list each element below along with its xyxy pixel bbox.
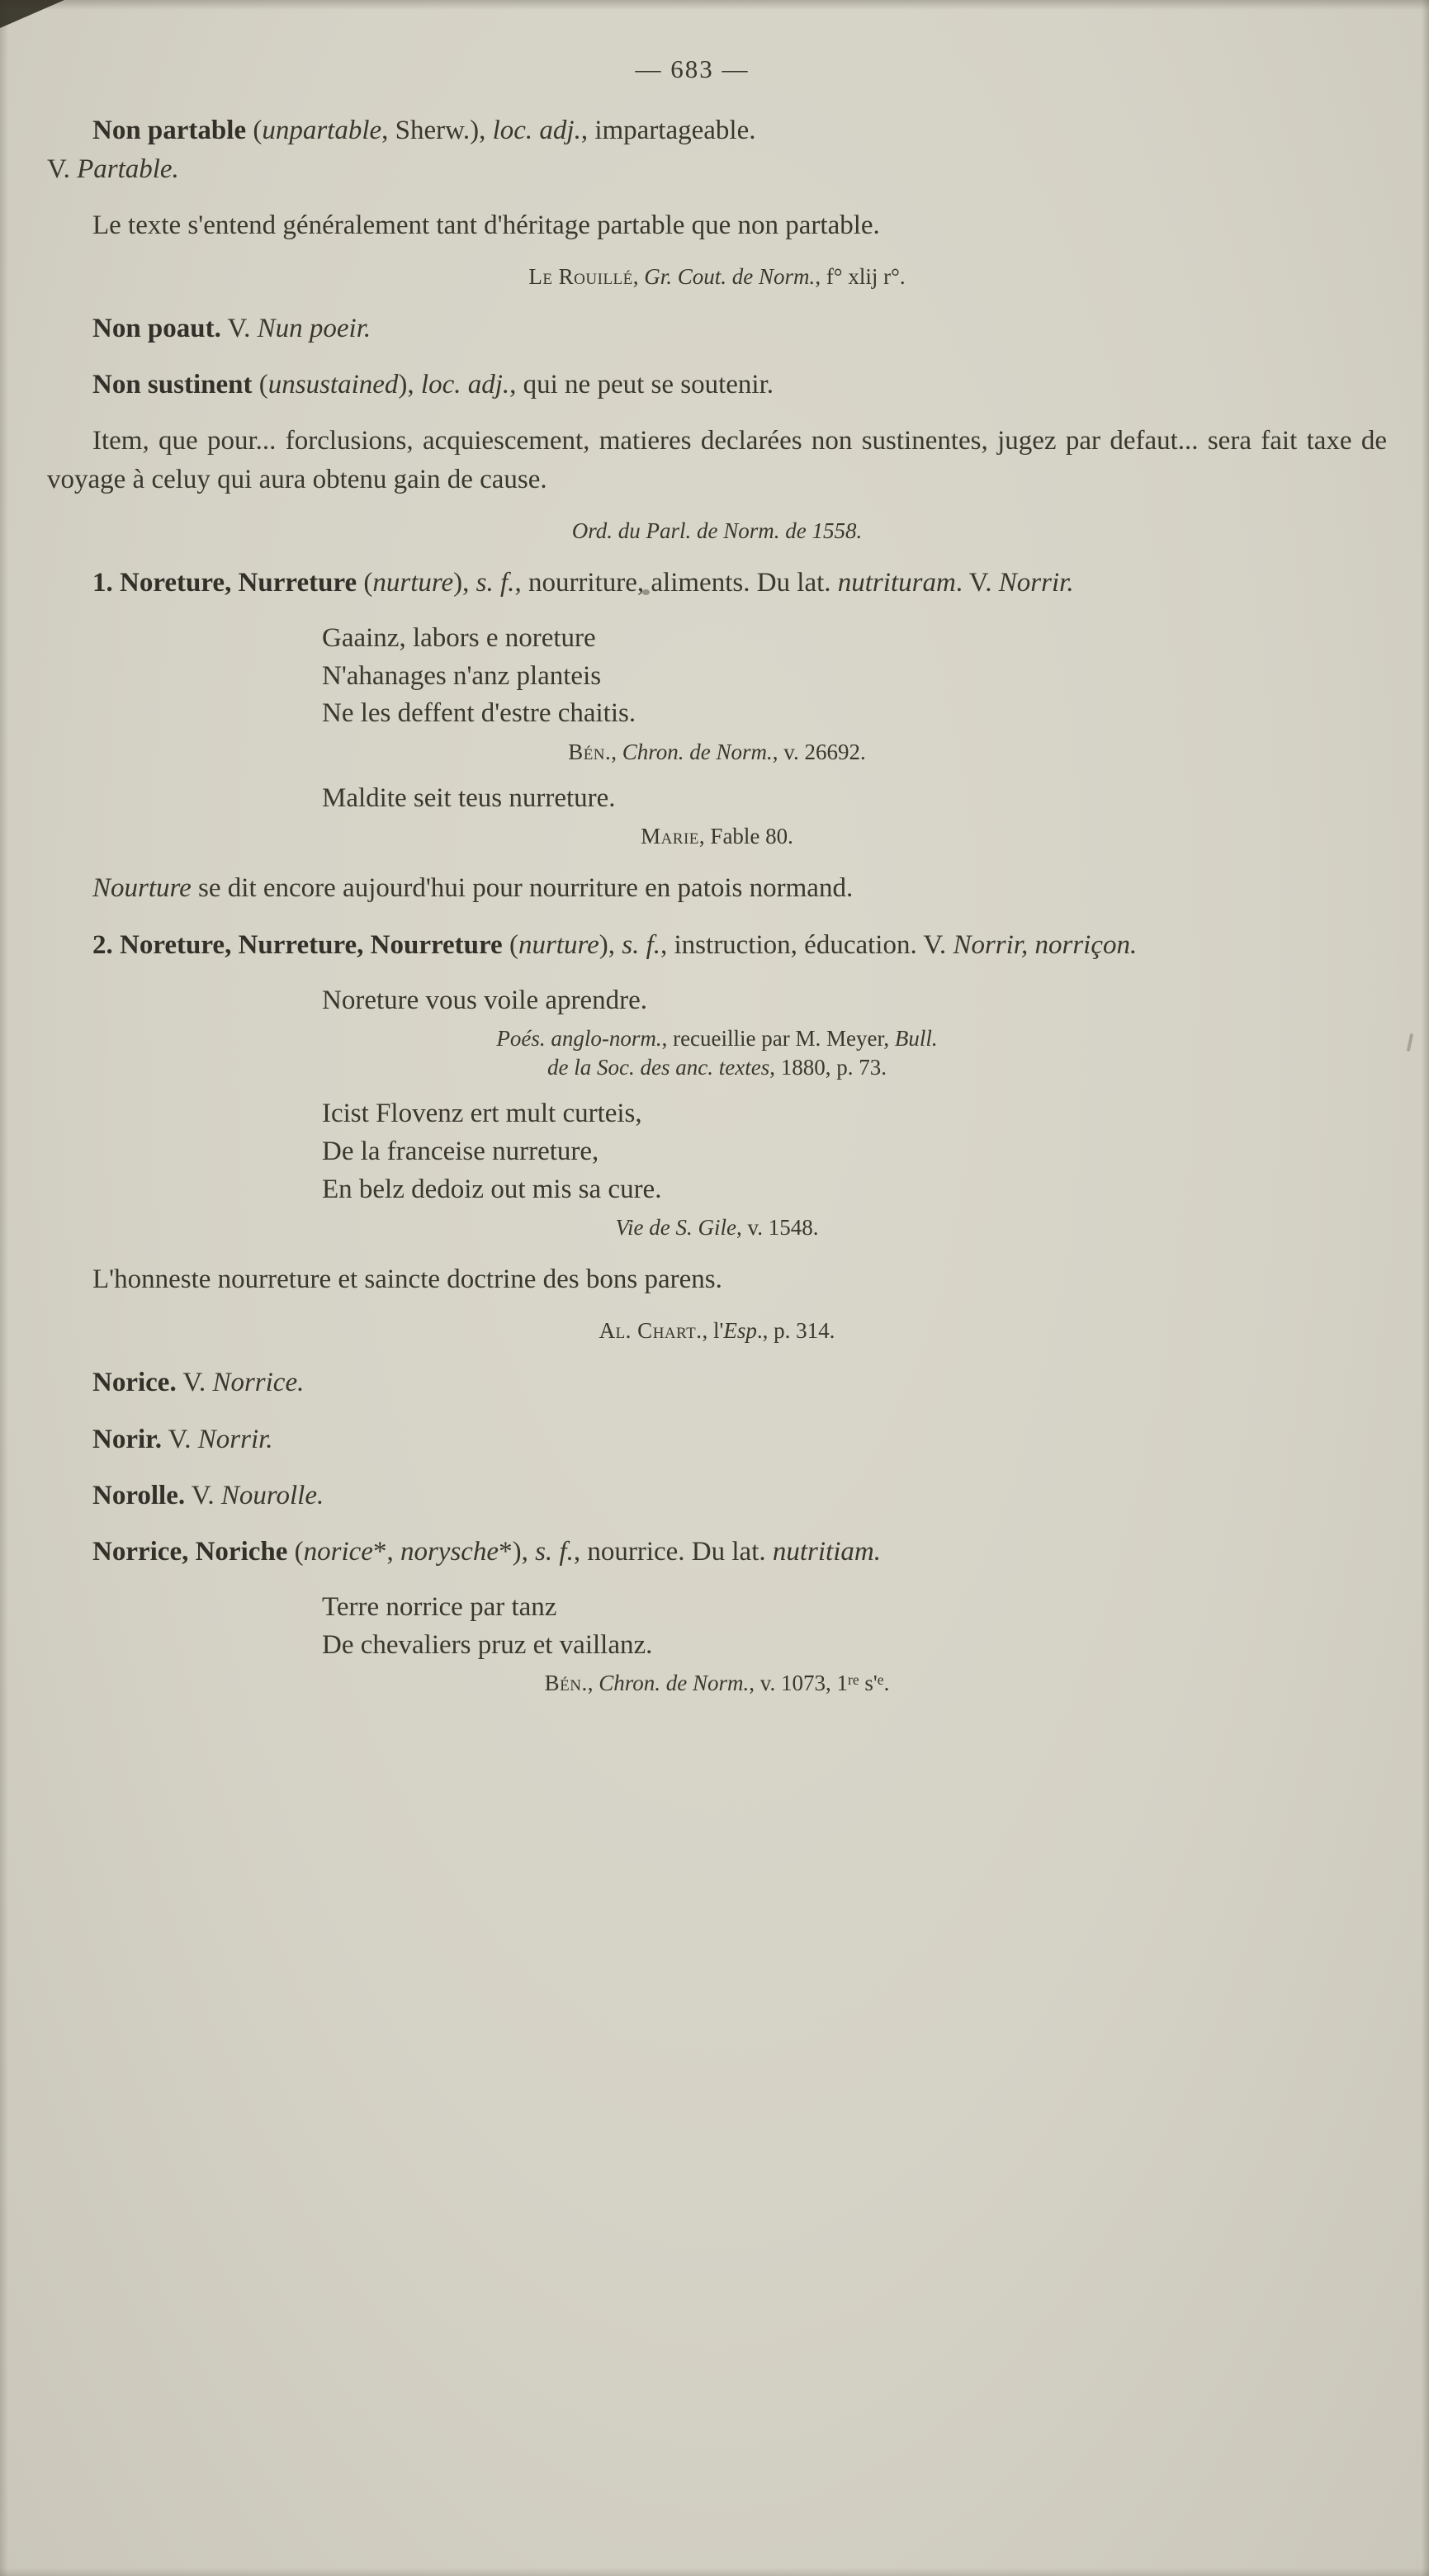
verse-quote-noreture xyxy=(322,982,1387,1020)
entry-noreture-1: 1. Noreture, Nurreture (nurture), s. f., nourriture, aliments. Du lat. nutrituram. V. Norrir. xyxy=(92,567,1074,598)
verse-line: De chevaliers pruz et vaillanz. xyxy=(322,1629,653,1660)
page-edge-shadow-bottom xyxy=(0,2568,1429,2576)
verse-line: N'ahanages n'anz planteis xyxy=(322,660,602,691)
citation-ord-parl: Ord. du Parl. de Norm. de 1558. xyxy=(571,518,863,543)
entry-non-partable xyxy=(47,111,1387,187)
citation-le-rouille: Le Rouillé, Gr. Cout. de Norm., f° xlij r°. xyxy=(528,263,906,289)
citation-vie-de-s-gile: Vie de S. Gile, v. 1548. xyxy=(615,1215,819,1241)
verse-quote-terre xyxy=(322,1589,1387,1664)
verse-line: Terre norrice par tanz xyxy=(322,1592,557,1623)
entry-line: V. Partable. xyxy=(47,154,179,184)
verse-line: Maldite seit teus nurreture. xyxy=(322,782,616,813)
verse-line: De la franceise nurreture, xyxy=(322,1137,599,1167)
page-edge-shadow-left xyxy=(0,0,8,2576)
quote-le-texte: Le texte s'entend généralement tant d'héritage partable que non partable. xyxy=(92,210,880,240)
entry-non-sustinent: Non sustinent (unsustained), loc. adj., qui ne peut se soutenir. xyxy=(92,370,774,400)
entry-norice: Norice. V. Norrice. xyxy=(92,1368,305,1398)
entry-noreture-2: 2. Noreture, Nurreture, Nourreture (nurture), s. f., instruction, éducation. V. Norrir, norriçon. xyxy=(92,929,1138,960)
entry-non-poaut: Non poaut. V. Nun poeir. xyxy=(92,314,371,344)
citation-poes-anglo-norm-line2: de la Soc. des anc. textes, 1880, p. 73. xyxy=(547,1055,887,1080)
citation-ben-chron-2: Bén., Chron. de Norm., v. 1073, 1re $s'^e$. xyxy=(544,1671,890,1696)
ink-speck xyxy=(1407,1033,1413,1052)
verse-line: Ne les deffent d'estre chaitis. xyxy=(322,698,636,729)
verse-line: En belz dedoiz out mis sa cure. xyxy=(322,1174,662,1204)
verse-line: Gaainz, labors e noreture xyxy=(322,623,596,654)
entry-norrice-noriche: Norrice, Noriche (norice*, norysche*), s. f., nourrice. Du lat. nutritiam. xyxy=(92,1537,881,1567)
verse-quote-icist xyxy=(322,1095,1387,1208)
quote-item-que-pour: Item, que pour... forclusions, acquiescement, matieres declarées non sustinentes, jugez par defaut... sera fait taxe de voyage à celuy qui aura obtenu gain de cause. xyxy=(47,426,1387,494)
quote-honneste-nourreture: L'honneste nourreture et saincte doctrine des bons parens. xyxy=(92,1264,722,1295)
page-text-block xyxy=(47,51,1387,1711)
verse-line: Noreture vous voile aprendre. xyxy=(322,985,648,1015)
citation-marie: Marie, Fable 80. xyxy=(641,824,793,849)
page-edge-shadow-right xyxy=(1422,0,1429,2576)
citation-poes-anglo-norm-line1: Poés. anglo-norm., recueillie par M. Meyer, Bull. xyxy=(496,1026,938,1052)
page-edge-shadow-top xyxy=(0,0,1429,10)
note-nourture-patois: Nourture se dit encore aujourd'hui pour nourriture en patois normand. xyxy=(92,873,854,904)
citation-ben-chron-1: Bén., Chron. de Norm., v. 26692. xyxy=(568,739,866,764)
verse-quote-maldite xyxy=(322,780,1387,818)
entry-line: Non partable (unpartable, Sherw.), loc. adj., impartageable. xyxy=(92,116,756,146)
entry-norir: Norir. V. Norrir. xyxy=(92,1424,273,1454)
verse-line: Icist Flovenz ert mult curteis, xyxy=(322,1099,642,1129)
page-number: — 683 — xyxy=(635,54,750,83)
entry-norolle: Norolle. V. Nourolle. xyxy=(92,1480,324,1510)
citation-al-chart: Al. Chart., l'Esp., p. 314. xyxy=(599,1318,835,1344)
page-corner-shadow xyxy=(0,0,64,28)
verse-quote-gaainz xyxy=(322,620,1387,733)
